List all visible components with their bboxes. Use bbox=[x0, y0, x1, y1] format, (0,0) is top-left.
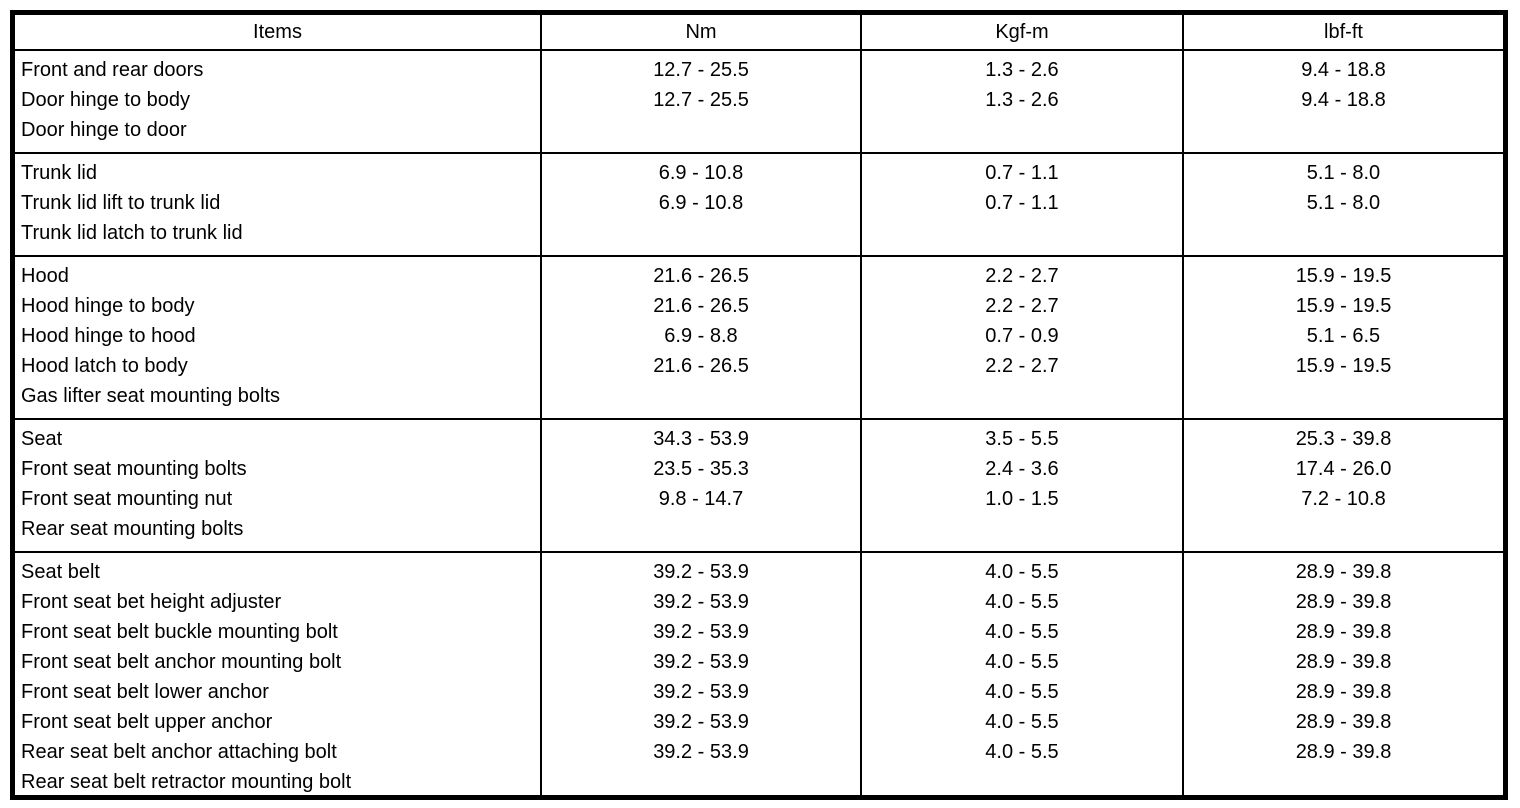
item-label: Front and rear doors bbox=[21, 59, 204, 81]
lbf-ft-value: 28.9 - 39.8 bbox=[1295, 561, 1392, 583]
nm-value: 6.9 - 10.8 bbox=[658, 162, 744, 184]
kgf-m-value bbox=[862, 767, 1182, 797]
nm-column bbox=[542, 420, 862, 551]
kgf-m-column bbox=[862, 553, 1184, 800]
nm-column bbox=[542, 51, 862, 152]
item-label: Trunk lid lift to trunk lid bbox=[21, 192, 221, 214]
lbf-ft-value: 17.4 - 26.0 bbox=[1295, 458, 1392, 480]
item-label: Door hinge to body bbox=[21, 89, 191, 111]
lbf-ft-value bbox=[1184, 767, 1503, 797]
nm-value: 12.7 - 25.5 bbox=[653, 59, 749, 81]
kgf-m-value: 0.7 - 0.9 bbox=[985, 325, 1059, 347]
item-label: Front seat belt anchor mounting bolt bbox=[21, 651, 342, 673]
column-header-items: Items bbox=[15, 15, 542, 49]
item-label: Hood hinge to body bbox=[21, 295, 195, 317]
kgf-m-value: 0.7 - 1.1 bbox=[985, 162, 1059, 184]
item-label: Trunk lid latch to trunk lid bbox=[21, 222, 243, 244]
lbf-ft-column bbox=[1184, 257, 1503, 418]
lbf-ft-value: 5.1 - 8.0 bbox=[1306, 162, 1381, 184]
item-label: Front seat mounting bolts bbox=[21, 458, 247, 480]
item-label: Rear seat belt retractor mounting bolt bbox=[21, 771, 352, 793]
kgf-m-value: 0.7 - 1.1 bbox=[985, 192, 1059, 214]
lbf-ft-column bbox=[1184, 51, 1503, 152]
lbf-ft-value: 28.9 - 39.8 bbox=[1295, 591, 1392, 613]
kgf-m-value: 2.2 - 2.7 bbox=[985, 295, 1059, 317]
lbf-ft-value bbox=[1184, 218, 1503, 248]
nm-value: 39.2 - 53.9 bbox=[653, 621, 749, 643]
item-label: Seat bbox=[21, 428, 63, 450]
kgf-m-value: 3.5 - 5.5 bbox=[985, 428, 1059, 450]
lbf-ft-value: 28.9 - 39.8 bbox=[1295, 621, 1392, 643]
kgf-m-column bbox=[862, 51, 1184, 152]
item-label: Hood latch to body bbox=[21, 355, 188, 377]
nm-value: 6.9 - 10.8 bbox=[658, 192, 744, 214]
lbf-ft-column bbox=[1184, 553, 1503, 800]
kgf-m-value: 4.0 - 5.5 bbox=[985, 561, 1059, 583]
lbf-ft-column bbox=[1184, 420, 1503, 551]
item-label: Seat belt bbox=[21, 561, 100, 583]
item-label: Hood bbox=[21, 265, 69, 287]
nm-value bbox=[542, 218, 860, 248]
nm-value: 21.6 - 26.5 bbox=[653, 355, 749, 377]
table-section bbox=[15, 51, 1503, 154]
lbf-ft-value: 9.4 - 18.8 bbox=[1301, 59, 1386, 81]
lbf-ft-value: 15.9 - 19.5 bbox=[1295, 355, 1392, 377]
nm-value: 34.3 - 53.9 bbox=[653, 428, 749, 450]
lbf-ft-value: 15.9 - 19.5 bbox=[1295, 265, 1392, 287]
nm-value bbox=[542, 115, 860, 145]
nm-value: 21.6 - 26.5 bbox=[653, 265, 749, 287]
kgf-m-value: 2.2 - 2.7 bbox=[985, 355, 1059, 377]
item-label: Front seat bet height adjuster bbox=[21, 591, 282, 613]
kgf-m-value: 4.0 - 5.5 bbox=[985, 681, 1059, 703]
table-section bbox=[15, 553, 1503, 800]
nm-column bbox=[542, 553, 862, 800]
column-header-kgf-m: Kgf-m bbox=[862, 15, 1184, 49]
items-column bbox=[15, 553, 542, 800]
lbf-ft-value bbox=[1184, 381, 1503, 411]
column-header-lbf-ft: lbf-ft bbox=[1324, 20, 1363, 43]
kgf-m-value bbox=[862, 381, 1182, 411]
item-label: Hood hinge to hood bbox=[21, 325, 196, 347]
kgf-m-column bbox=[862, 154, 1184, 255]
table-section bbox=[15, 420, 1503, 553]
lbf-ft-value: 28.9 - 39.8 bbox=[1295, 741, 1392, 763]
nm-value: 39.2 - 53.9 bbox=[653, 561, 749, 583]
table-section bbox=[15, 154, 1503, 257]
lbf-ft-column bbox=[1184, 154, 1503, 255]
nm-value bbox=[542, 381, 860, 411]
item-label: Front seat belt lower anchor bbox=[21, 681, 269, 703]
kgf-m-value bbox=[862, 514, 1182, 544]
items-column bbox=[15, 154, 542, 255]
nm-value: 39.2 - 53.9 bbox=[653, 681, 749, 703]
lbf-ft-value: 15.9 - 19.5 bbox=[1295, 295, 1392, 317]
nm-column bbox=[542, 154, 862, 255]
kgf-m-value: 4.0 - 5.5 bbox=[985, 741, 1059, 763]
nm-column bbox=[542, 257, 862, 418]
lbf-ft-value: 25.3 - 39.8 bbox=[1295, 428, 1392, 450]
item-label: Door hinge to door bbox=[21, 119, 187, 141]
kgf-m-column bbox=[862, 420, 1184, 551]
kgf-m-value: 2.4 - 3.6 bbox=[985, 458, 1059, 480]
items-column bbox=[15, 420, 542, 551]
lbf-ft-value: 5.1 - 8.0 bbox=[1306, 192, 1381, 214]
lbf-ft-value: 9.4 - 18.8 bbox=[1301, 89, 1386, 111]
kgf-m-value: 4.0 - 5.5 bbox=[985, 621, 1059, 643]
item-label: Front seat mounting nut bbox=[21, 488, 233, 510]
lbf-ft-value: 28.9 - 39.8 bbox=[1295, 711, 1392, 733]
items-column bbox=[15, 257, 542, 418]
items-column bbox=[15, 51, 542, 152]
nm-value: 12.7 - 25.5 bbox=[653, 89, 749, 111]
lbf-ft-value: 5.1 - 6.5 bbox=[1306, 325, 1381, 347]
item-label: Gas lifter seat mounting bolts bbox=[21, 385, 281, 407]
item-label: Front seat belt upper anchor bbox=[21, 711, 273, 733]
kgf-m-value bbox=[862, 218, 1182, 248]
nm-value bbox=[542, 767, 860, 797]
item-label: Front seat belt buckle mounting bolt bbox=[21, 621, 338, 643]
kgf-m-column bbox=[862, 257, 1184, 418]
item-label: Rear seat belt anchor attaching bolt bbox=[21, 741, 337, 763]
nm-value: 21.6 - 26.5 bbox=[653, 295, 749, 317]
lbf-ft-value bbox=[1184, 115, 1503, 145]
kgf-m-value: 4.0 - 5.5 bbox=[985, 651, 1059, 673]
kgf-m-value: 1.0 - 1.5 bbox=[985, 488, 1059, 510]
table-section bbox=[15, 257, 1503, 420]
kgf-m-value bbox=[862, 115, 1182, 145]
nm-value: 39.2 - 53.9 bbox=[653, 711, 749, 733]
kgf-m-value: 4.0 - 5.5 bbox=[985, 591, 1059, 613]
table-header-row bbox=[15, 15, 1503, 51]
lbf-ft-value: 28.9 - 39.8 bbox=[1295, 651, 1392, 673]
nm-value: 39.2 - 53.9 bbox=[653, 651, 749, 673]
kgf-m-value: 1.3 - 2.6 bbox=[985, 59, 1059, 81]
nm-value: 39.2 - 53.9 bbox=[653, 741, 749, 763]
table-body bbox=[15, 51, 1503, 800]
nm-value bbox=[542, 514, 860, 544]
nm-value: 23.5 - 35.3 bbox=[653, 458, 749, 480]
item-label: Rear seat mounting bolts bbox=[21, 518, 244, 540]
lbf-ft-value bbox=[1184, 514, 1503, 544]
kgf-m-value: 2.2 - 2.7 bbox=[985, 265, 1059, 287]
lbf-ft-value: 28.9 - 39.8 bbox=[1295, 681, 1392, 703]
nm-value: 39.2 - 53.9 bbox=[653, 591, 749, 613]
column-header-nm: Nm bbox=[542, 15, 862, 49]
kgf-m-value: 4.0 - 5.5 bbox=[985, 711, 1059, 733]
nm-value: 6.9 - 8.8 bbox=[664, 325, 738, 347]
torque-spec-table bbox=[10, 10, 1508, 800]
item-label: Trunk lid bbox=[21, 162, 97, 184]
kgf-m-value: 1.3 - 2.6 bbox=[985, 89, 1059, 111]
lbf-ft-value: 7.2 - 10.8 bbox=[1301, 488, 1386, 510]
nm-value: 9.8 - 14.7 bbox=[658, 488, 744, 510]
